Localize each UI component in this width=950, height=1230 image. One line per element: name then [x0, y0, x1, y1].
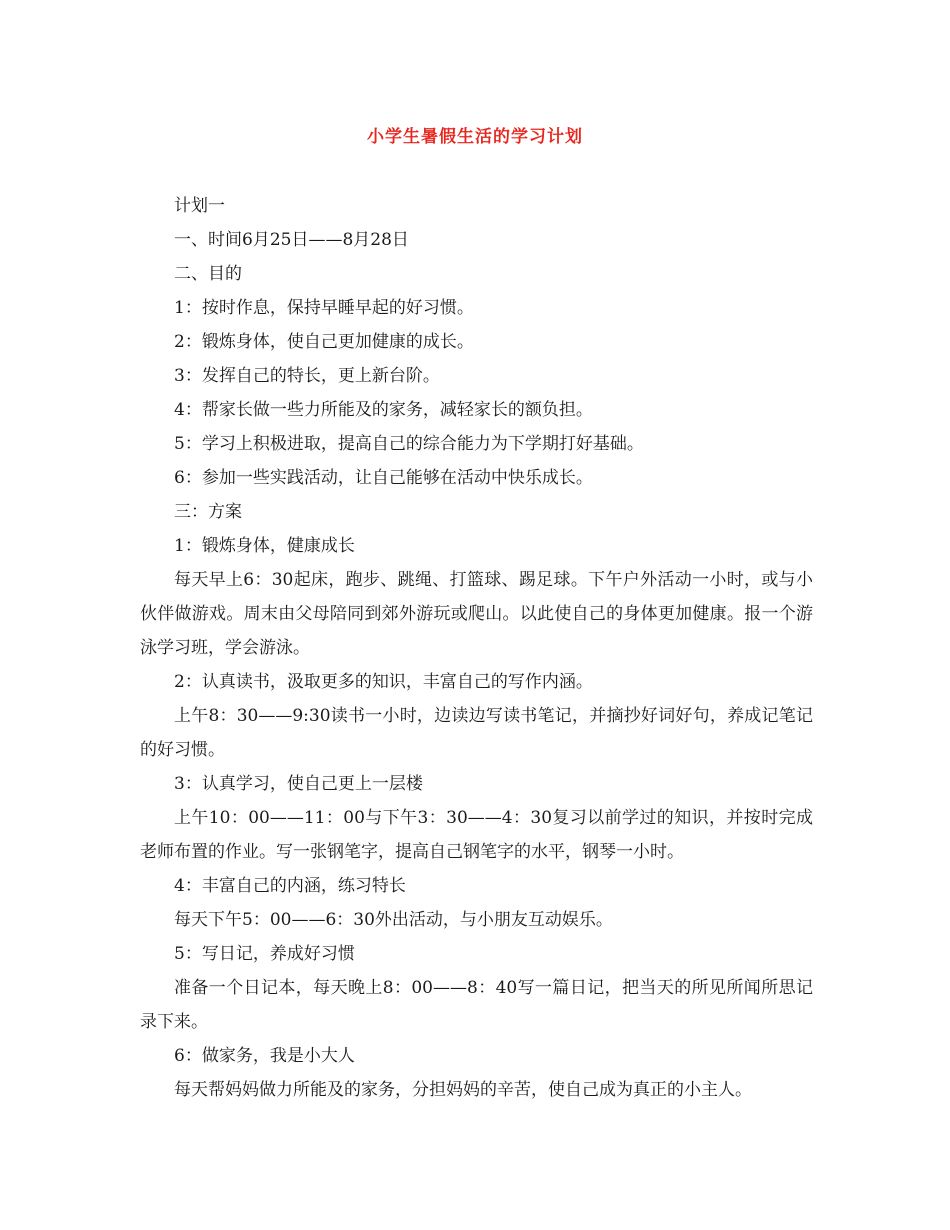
body-line: 4：丰富自己的内涵，练习特长 [174, 876, 406, 896]
body-line: 2：锻炼身体，使自己更加健康的成长。 [174, 332, 474, 352]
body-line: 1：锻炼身体，健康成长 [174, 536, 355, 556]
body-line: 3：发挥自己的特长，更上新台阶。 [174, 366, 440, 386]
body-line: 6：做家务，我是小大人 [174, 1046, 355, 1066]
body-line: 每天下午5：00——6：30外出活动，与小朋友互动娱乐。 [174, 910, 613, 930]
body-line: 3：认真学习，使自己更上一层楼 [174, 774, 423, 794]
body-line: 2：认真读书，汲取更多的知识，丰富自己的写作内涵。 [174, 672, 593, 692]
body-paragraph: 上午8：30——9:30读书一小时，边读边写读书笔记，并摘抄好词好句，养成记笔记的好习惯。 [140, 706, 813, 760]
body-line: 计划一 [174, 196, 225, 216]
body-line: 6：参加一些实践活动，让自己能够在活动中快乐成长。 [174, 468, 593, 488]
body-paragraph: 上午10：00——11：00与下午3：30——4：30复习以前学过的知识，并按时完成老师布置的作业。写一张钢笔字，提高自己钢笔字的水平，钢琴一小时。 [140, 808, 813, 862]
body-line: 二、目的 [174, 264, 242, 284]
document-title: 小学生暑假生活的学习计划 [367, 127, 583, 147]
body-paragraph: 每天帮妈妈做力所能及的家务，分担妈妈的辛苦，使自己成为真正的小主人。 [174, 1080, 752, 1100]
body-line: 5：学习上积极进取，提高自己的综合能力为下学期打好基础。 [174, 434, 644, 454]
body-paragraph: 每天早上6：30起床，跑步、跳绳、打篮球、踢足球。下午户外活动一小时，或与小伙伴做游戏。周末由父母陪同到郊外游玩或爬山。以此使自己的身体更加健康。报一个游泳学习班，学会游泳。 [140, 570, 813, 658]
body-line: 5：写日记，养成好习惯 [174, 944, 355, 964]
body-line: 4：帮家长做一些力所能及的家务，减轻家长的额负担。 [174, 400, 593, 420]
document-body [140, 189, 813, 1107]
body-line: 1：按时作息，保持早睡早起的好习惯。 [174, 298, 474, 318]
body-line: 三：方案 [174, 502, 242, 522]
body-line: 一、时间6月25日——8月28日 [174, 230, 409, 250]
body-paragraph: 准备一个日记本，每天晚上8：00——8：40写一篇日记，把当天的所见所闻所思记录下来。 [140, 978, 813, 1032]
